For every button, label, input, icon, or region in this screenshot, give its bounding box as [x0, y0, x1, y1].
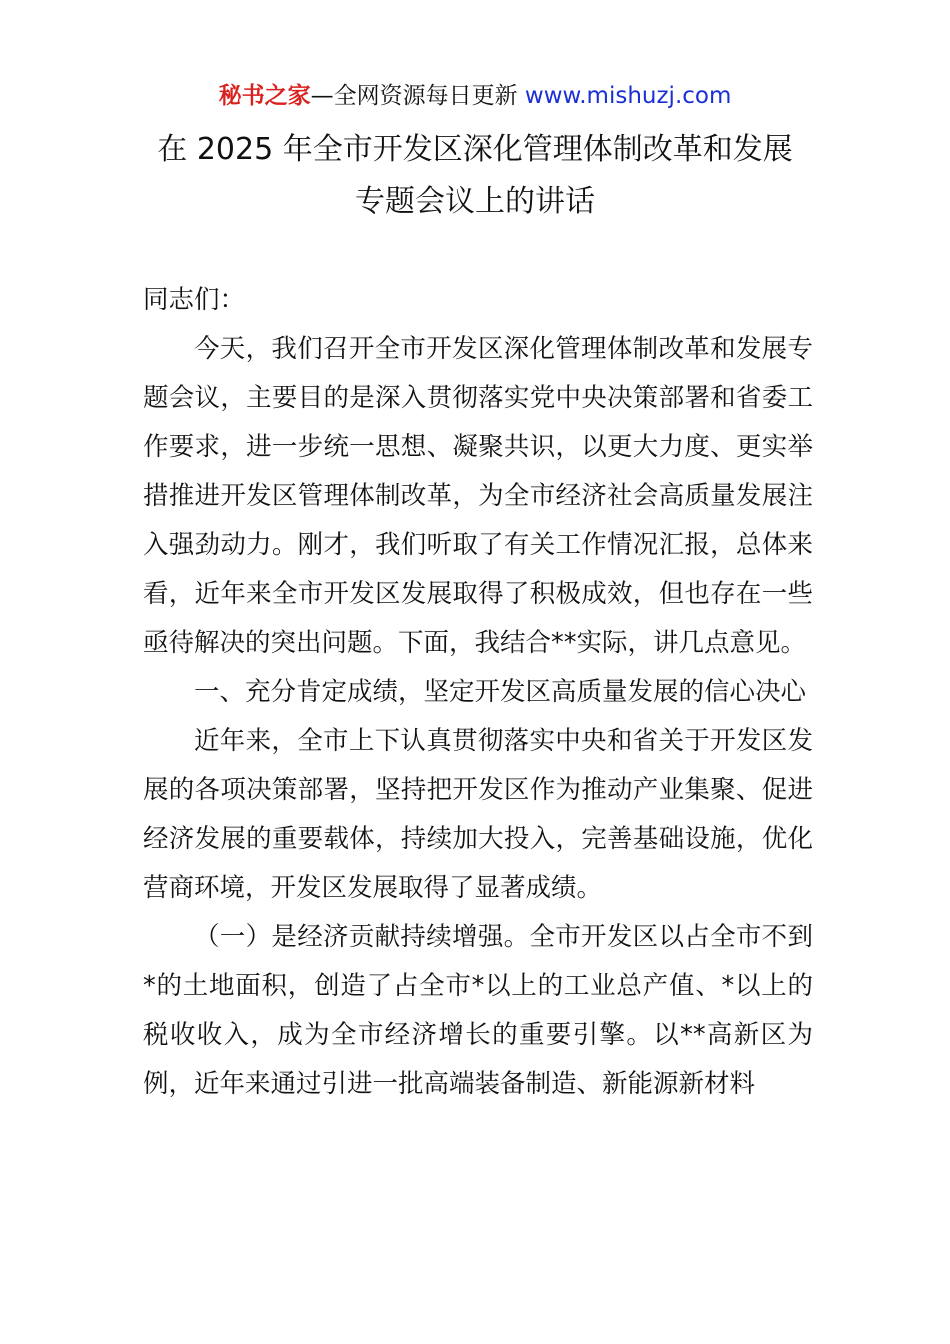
document-body: [143, 276, 813, 1109]
site-url-link[interactable]: www.mishuzj.com: [524, 83, 732, 109]
paragraph-economic-contribution: （一）是经济贡献持续增强。全市开发区以占全市不到*的土地面积，创造了占全市*以上的工业总产值、*以上的税收收入，成为全市经济增长的重要引擎。以**高新区为例，近年来通过引进一批高端装备制造、新能源新材料: [143, 922, 813, 1099]
section-heading-1: 一、充分肯定成绩，坚定开发区高质量发展的信心决心: [194, 677, 807, 707]
banner-tagline: —全网资源每日更新: [310, 83, 525, 109]
paragraph-achievements: 近年来，全市上下认真贯彻落实中央和省关于开发区发展的各项决策部署，坚持把开发区作为推动产业集聚、促进经济发展的重要载体，持续加大投入，完善基础设施，优化营商环境，开发区发展取得了显著成绩。: [143, 726, 813, 903]
title-line-2: 专题会议上的讲话: [355, 184, 595, 219]
title-line-1: 在 2025 年全市开发区深化管理体制改革和发展: [157, 132, 793, 167]
salutation: 同志们：: [143, 285, 246, 315]
site-banner: [0, 80, 950, 112]
paragraph-intro: 今天，我们召开全市开发区深化管理体制改革和发展专题会议，主要目的是深入贯彻落实党中央决策部署和省委工作要求，进一步统一思想、凝聚共识，以更大力度、更实举措推进开发区管理体制改革，为全市经济社会高质量发展注入强劲动力。刚才，我们听取了有关工作情况汇报，总体来看，近年来全市开发区发展取得了积极成效，但也存在一些亟待解决的突出问题。下面，我结合**实际，讲几点意见。: [143, 334, 813, 658]
document-title: [60, 124, 890, 228]
brand-name: 秘书之家: [218, 83, 311, 109]
